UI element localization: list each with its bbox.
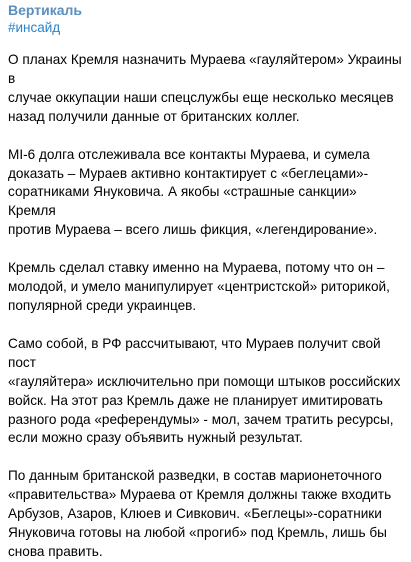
hashtag-link[interactable]: #инсайд xyxy=(8,20,61,35)
post-paragraph: По данным британской разведки, в состав марионеточного «правительства» Мураева от Кремля должны также входить Арбузов, Азаров, Клюев и Сивкович. «Беглецы»-соратники Януковича готовы на любой «прогиб» под Кремль, лишь бы снова править. xyxy=(8,468,392,559)
hashtag-row xyxy=(8,19,405,37)
post-paragraph: Кремль сделал ставку именно на Мураева, потому что он – молодой, и умело манипулирует «центристской» риторикой, популярной среди украинцев. xyxy=(8,260,390,313)
post-body xyxy=(8,51,405,562)
post-paragraph: Само собой, в РФ рассчитывают, что Мураев получит свой пост «гауляйтера» исключительно при помощи штыков российских войск. На этот раз Кремль даже не планирует имитировать разного рода «референдумы» - мол, зачем тратить ресурсы, если можно сразу объявить нужный результат. xyxy=(8,335,401,446)
channel-name[interactable]: Вертикаль xyxy=(8,2,83,18)
post-paragraph: О планах Кремля назначить Мураева «гауляйтером» Украины в случае оккупации наши спецслужбы еще несколько месяцев назад получили данные от британских коллег. xyxy=(8,52,402,124)
post-paragraph: MI-6 долга отслеживала все контакты Мураева, и сумела доказать – Мураев активно контактирует с «беглецами»- соратниками Януковича. А якобы «страшные санкции» Кремля против Мураева – всего лишь фикция, «легендирование». xyxy=(8,146,378,238)
